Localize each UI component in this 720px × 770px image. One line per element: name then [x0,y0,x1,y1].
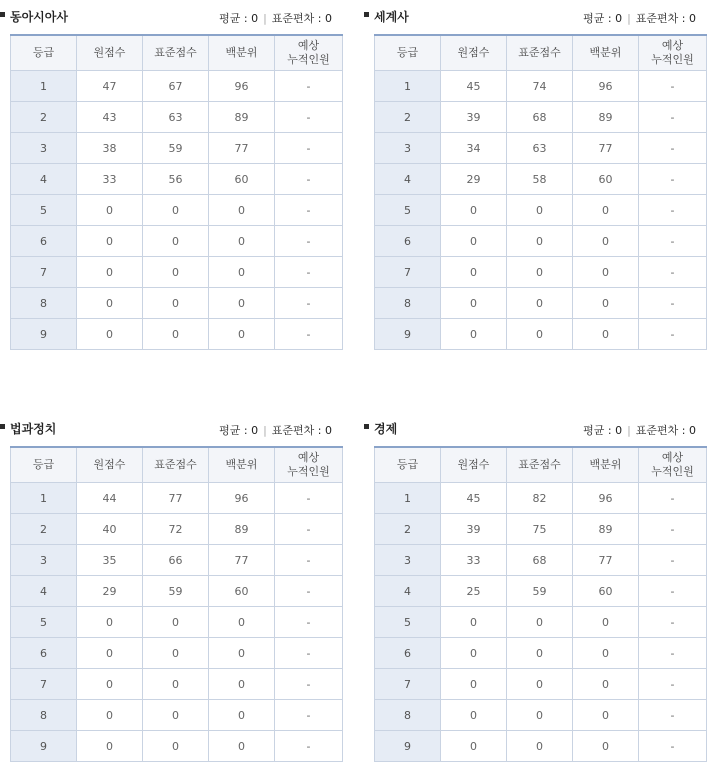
stats-separator: | [627,424,631,437]
value-cell: 0 [77,288,143,319]
value-cell: 0 [209,700,275,731]
value-cell: 39 [441,514,507,545]
grade-cell: 4 [375,576,441,607]
value-cell: - [639,195,707,226]
value-cell: 0 [143,700,209,731]
value-cell: 89 [209,514,275,545]
table-row [375,545,707,576]
value-cell: 0 [441,319,507,350]
table-row [11,607,343,638]
mean-value: 0 [251,12,259,25]
column-header: 표준점수 [143,447,209,483]
value-cell: - [275,638,343,669]
value-cell: 0 [77,226,143,257]
value-cell: 0 [209,257,275,288]
column-header: 표준점수 [507,35,573,71]
value-cell: 0 [441,731,507,762]
table-header-row [11,447,343,483]
value-cell: 0 [209,226,275,257]
value-cell: - [639,576,707,607]
value-cell: 33 [77,164,143,195]
std-value: 0 [689,424,696,437]
value-cell: - [639,731,707,762]
std-label: 표준편차 [271,12,315,25]
value-cell: 0 [143,288,209,319]
mean-label: 평균 [583,12,605,25]
table-row [11,638,343,669]
value-cell: 0 [77,731,143,762]
stats-separator: | [627,12,631,25]
std-value: 0 [689,12,696,25]
grade-table [10,446,343,762]
column-header: 표준점수 [143,35,209,71]
subject-title: 동아시아사 [10,10,68,24]
grade-cell: 9 [11,319,77,350]
value-cell: 35 [77,545,143,576]
value-cell: 0 [573,638,639,669]
value-cell: 59 [143,133,209,164]
grade-cell: 3 [375,133,441,164]
table-row [375,226,707,257]
grade-cell: 6 [11,638,77,669]
subject-title: 법과정치 [10,422,57,436]
table-row [11,288,343,319]
panel-header [0,412,336,446]
value-cell: 63 [143,102,209,133]
value-cell: 0 [209,669,275,700]
value-cell: - [275,576,343,607]
table-row [375,514,707,545]
table-row [375,607,707,638]
column-header: 등급 [11,447,77,483]
column-header: 예상 누적인원 [275,35,343,71]
value-cell: 44 [77,483,143,514]
grade-cell: 7 [375,669,441,700]
value-cell: 45 [441,71,507,102]
grade-cell: 8 [11,288,77,319]
table-row [11,71,343,102]
value-cell: 77 [573,545,639,576]
table-row [375,483,707,514]
table-row [11,102,343,133]
subject-panel [0,412,336,753]
grade-cell: 8 [375,288,441,319]
value-cell: 29 [77,576,143,607]
value-cell: 0 [507,638,573,669]
value-cell: 0 [143,226,209,257]
value-cell: 0 [507,195,573,226]
value-cell: 89 [573,514,639,545]
grade-cell: 6 [375,226,441,257]
grade-table [374,446,707,762]
value-cell: 59 [143,576,209,607]
value-cell: - [275,514,343,545]
mean-value: 0 [615,424,623,437]
value-cell: 60 [573,164,639,195]
grade-cell: 4 [11,576,77,607]
value-cell: 0 [441,257,507,288]
subject-stats: 평균 : 0 | 표준편차 : 0 [583,424,696,437]
table-row [11,514,343,545]
stats-separator: | [263,424,267,437]
value-cell: 0 [77,638,143,669]
table-header-row [11,35,343,71]
value-cell: 0 [143,731,209,762]
value-cell: 96 [209,483,275,514]
grade-cell: 8 [11,700,77,731]
value-cell: 0 [209,638,275,669]
grade-cell: 3 [11,545,77,576]
value-cell: 0 [507,669,573,700]
value-cell: 0 [143,257,209,288]
subject-stats: 평균 : 0 | 표준편차 : 0 [219,12,332,25]
column-header: 예상 누적인원 [275,447,343,483]
table-row [11,195,343,226]
table-header-row [375,35,707,71]
value-cell: 43 [77,102,143,133]
value-cell: - [275,71,343,102]
table-row [375,195,707,226]
column-header: 예상 누적인원 [639,447,707,483]
grade-cell: 1 [375,71,441,102]
value-cell: 56 [143,164,209,195]
value-cell: 0 [441,288,507,319]
grade-cell: 6 [375,638,441,669]
value-cell: 0 [77,607,143,638]
column-header: 백분위 [209,447,275,483]
value-cell: 68 [507,545,573,576]
column-header: 백분위 [573,447,639,483]
value-cell: 0 [441,638,507,669]
table-row [375,133,707,164]
table-row [11,700,343,731]
grade-cell: 2 [11,102,77,133]
value-cell: 60 [209,164,275,195]
panel-header [0,0,336,34]
value-cell: 58 [507,164,573,195]
value-cell: - [275,257,343,288]
value-cell: - [275,545,343,576]
value-cell: - [275,319,343,350]
mean-value: 0 [251,424,259,437]
table-row [375,700,707,731]
value-cell: 60 [573,576,639,607]
std-label: 표준편차 [271,424,315,437]
value-cell: - [275,226,343,257]
value-cell: 0 [441,669,507,700]
value-cell: 0 [441,195,507,226]
value-cell: 0 [573,257,639,288]
value-cell: 0 [209,731,275,762]
value-cell: 34 [441,133,507,164]
grade-cell: 1 [11,71,77,102]
panel-header [364,0,700,34]
value-cell: 0 [143,195,209,226]
value-cell: 0 [77,319,143,350]
value-cell: 0 [209,195,275,226]
mean-label: 평균 [219,12,241,25]
value-cell: - [275,288,343,319]
value-cell: 29 [441,164,507,195]
value-cell: 45 [441,483,507,514]
value-cell: - [639,669,707,700]
std-value: 0 [325,12,332,25]
value-cell: 77 [209,545,275,576]
value-cell: 66 [143,545,209,576]
table-row [11,319,343,350]
table-row [11,133,343,164]
value-cell: 96 [573,71,639,102]
grade-cell: 9 [11,731,77,762]
value-cell: - [639,102,707,133]
column-header: 백분위 [209,35,275,71]
value-cell: 0 [507,319,573,350]
value-cell: 82 [507,483,573,514]
value-cell: 0 [441,607,507,638]
value-cell: 0 [573,731,639,762]
table-row [375,164,707,195]
value-cell: 74 [507,71,573,102]
column-header: 등급 [375,447,441,483]
table-row [375,669,707,700]
subject-title: 세계사 [374,10,409,24]
column-header: 등급 [11,35,77,71]
value-cell: 77 [143,483,209,514]
table-row [11,731,343,762]
value-cell: 60 [209,576,275,607]
value-cell: 0 [573,700,639,731]
value-cell: 96 [573,483,639,514]
value-cell: 40 [77,514,143,545]
value-cell: 0 [573,669,639,700]
value-cell: 68 [507,102,573,133]
value-cell: 0 [77,195,143,226]
subject-title: 경제 [374,422,398,436]
grade-cell: 6 [11,226,77,257]
value-cell: 96 [209,71,275,102]
value-cell: 0 [573,195,639,226]
value-cell: 89 [573,102,639,133]
value-cell: - [275,731,343,762]
column-header: 백분위 [573,35,639,71]
column-header: 등급 [375,35,441,71]
panel-header [364,412,700,446]
grade-cell: 7 [11,257,77,288]
table-row [375,576,707,607]
grade-table [10,34,343,350]
value-cell: 39 [441,102,507,133]
value-cell: 38 [77,133,143,164]
value-cell: - [639,638,707,669]
value-cell: 0 [507,288,573,319]
value-cell: 25 [441,576,507,607]
std-label: 표준편차 [635,424,679,437]
value-cell: 0 [507,607,573,638]
value-cell: 0 [143,669,209,700]
grade-cell: 9 [375,731,441,762]
grade-cell: 3 [11,133,77,164]
table-row [375,731,707,762]
value-cell: 0 [209,288,275,319]
grade-cell: 7 [375,257,441,288]
value-cell: - [639,164,707,195]
value-cell: - [639,257,707,288]
subject-panel [364,412,700,753]
subject-stats: 평균 : 0 | 표준편차 : 0 [219,424,332,437]
value-cell: - [639,71,707,102]
value-cell: - [275,195,343,226]
table-row [375,319,707,350]
table-row [11,226,343,257]
subject-stats: 평균 : 0 | 표준편차 : 0 [583,12,696,25]
value-cell: 47 [77,71,143,102]
column-header: 예상 누적인원 [639,35,707,71]
value-cell: - [275,102,343,133]
value-cell: - [639,288,707,319]
value-cell: 63 [507,133,573,164]
value-cell: - [275,669,343,700]
value-cell: 77 [209,133,275,164]
column-header: 원점수 [77,447,143,483]
mean-value: 0 [615,12,623,25]
column-header: 표준점수 [507,447,573,483]
value-cell: - [639,700,707,731]
value-cell: - [639,319,707,350]
value-cell: 0 [209,319,275,350]
value-cell: 0 [441,226,507,257]
value-cell: 0 [507,700,573,731]
grade-cell: 5 [11,607,77,638]
grade-cell: 2 [11,514,77,545]
value-cell: - [275,607,343,638]
value-cell: 75 [507,514,573,545]
table-row [11,545,343,576]
std-label: 표준편차 [635,12,679,25]
grade-cell: 2 [375,514,441,545]
value-cell: 0 [77,700,143,731]
grade-cell: 7 [11,669,77,700]
table-row [375,288,707,319]
value-cell: - [639,514,707,545]
grade-cell: 3 [375,545,441,576]
value-cell: 0 [143,607,209,638]
value-cell: 0 [143,319,209,350]
table-row [375,102,707,133]
mean-label: 평균 [583,424,605,437]
value-cell: 67 [143,71,209,102]
grade-cell: 2 [375,102,441,133]
value-cell: 0 [573,607,639,638]
value-cell: 0 [77,669,143,700]
value-cell: 0 [77,257,143,288]
value-cell: 72 [143,514,209,545]
grade-table [374,34,707,350]
value-cell: - [639,133,707,164]
stats-separator: | [263,12,267,25]
value-cell: - [275,164,343,195]
value-cell: - [639,226,707,257]
value-cell: - [275,483,343,514]
value-cell: 77 [573,133,639,164]
grade-cell: 5 [375,607,441,638]
value-cell: - [639,483,707,514]
value-cell: 0 [573,319,639,350]
table-row [11,164,343,195]
std-value: 0 [325,424,332,437]
subject-panel [0,0,336,341]
value-cell: 0 [507,226,573,257]
grade-cell: 9 [375,319,441,350]
grade-cell: 5 [11,195,77,226]
value-cell: - [639,607,707,638]
table-row [11,483,343,514]
table-row [375,257,707,288]
value-cell: 33 [441,545,507,576]
subject-panel [364,0,700,341]
table-row [11,576,343,607]
table-header-row [375,447,707,483]
value-cell: 0 [143,638,209,669]
table-row [11,669,343,700]
value-cell: - [275,700,343,731]
value-cell: 0 [507,257,573,288]
column-header: 원점수 [441,447,507,483]
value-cell: - [275,133,343,164]
grade-cell: 1 [375,483,441,514]
value-cell: - [639,545,707,576]
grade-cell: 8 [375,700,441,731]
table-row [375,638,707,669]
value-cell: 0 [573,288,639,319]
mean-label: 평균 [219,424,241,437]
value-cell: 0 [209,607,275,638]
value-cell: 59 [507,576,573,607]
grade-cell: 4 [375,164,441,195]
grade-cell: 1 [11,483,77,514]
grade-cell: 4 [11,164,77,195]
table-row [375,71,707,102]
value-cell: 0 [573,226,639,257]
value-cell: 0 [507,731,573,762]
value-cell: 0 [441,700,507,731]
table-row [11,257,343,288]
column-header: 원점수 [441,35,507,71]
grade-cell: 5 [375,195,441,226]
column-header: 원점수 [77,35,143,71]
value-cell: 89 [209,102,275,133]
